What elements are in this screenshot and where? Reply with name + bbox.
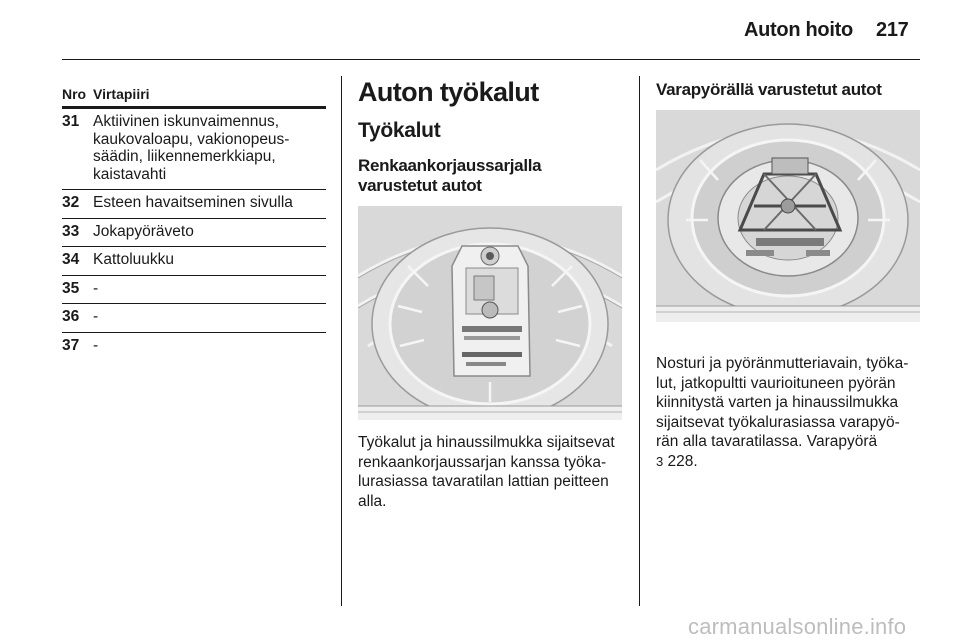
page-reference-arrow-icon: 3	[656, 453, 664, 469]
fuse-number: 37	[62, 336, 80, 354]
section-title: Auton työkalut	[358, 77, 539, 107]
fuse-circuit: Kattoluukku	[93, 251, 174, 268]
page-number: 217	[876, 19, 909, 41]
tools-section	[358, 76, 624, 511]
fuse-number: 35	[62, 279, 80, 297]
column-header-circuit: Virtapiiri	[93, 86, 150, 102]
fuse-number: 34	[62, 251, 80, 268]
fuse-circuit: Aktiivinen iskunvaimennus, kaukovaloapu, vakionopeus-säädin, liikennemerkkiapu, kaistavahti	[93, 113, 290, 183]
page-reference-link[interactable]: 228.	[667, 452, 698, 470]
spare-wheel-illustration	[656, 110, 920, 322]
header-rule	[62, 59, 920, 60]
watermark: carmanualsonline.info	[688, 614, 907, 639]
table-row	[62, 304, 326, 333]
table-row	[62, 276, 326, 305]
table-row	[62, 333, 326, 361]
fuse-number: 31	[62, 113, 80, 130]
repair-kit-caption: Työkalut ja hinaussilmukka sijaitsevat renkaankorjaussarjan kanssa työka-lurasiassa tavaratilan lattian peitteen alla.	[358, 434, 615, 510]
fuse-circuit: Jokapyöräveto	[93, 222, 194, 240]
spare-wheel-heading: Varapyörällä varustetut autot	[656, 80, 882, 99]
fuse-number: 36	[62, 308, 80, 325]
fuse-number: 32	[62, 194, 80, 211]
repair-kit-illustration	[358, 206, 622, 420]
repair-kit-heading: Renkaankorjaussarjalla varustetut autot	[358, 156, 542, 195]
column-header-number: Nro	[62, 86, 87, 102]
fuse-number: 33	[62, 222, 80, 240]
fuse-circuit: -	[93, 308, 99, 325]
table-row	[62, 109, 326, 190]
spare-wheel-section	[656, 80, 922, 471]
table-row	[62, 190, 326, 219]
spare-wheel-caption	[656, 354, 922, 471]
table-row	[62, 219, 326, 248]
fuse-circuit: -	[93, 279, 99, 297]
spare-wheel-caption-text: Nosturi ja pyöränmutteriavain, työka-lut, jatkopultti vaurioituneen pyörän kiinnitystä varten ja hinaussilmukka sijaitsevat työkalurasiassa varapyö-rän alla tavaratilassa. Varapyörä	[656, 355, 909, 450]
page-header-title: Auton hoito	[744, 19, 853, 41]
table-row	[62, 247, 326, 276]
fuse-circuit: -	[93, 336, 99, 354]
subsection-title: Työkalut	[358, 119, 441, 142]
column-divider-2	[639, 76, 640, 606]
column-divider-1	[341, 76, 342, 606]
fuse-circuit: Esteen havaitseminen sivulla	[93, 194, 293, 211]
fuse-table	[62, 86, 326, 360]
fuse-table-header	[62, 86, 326, 109]
